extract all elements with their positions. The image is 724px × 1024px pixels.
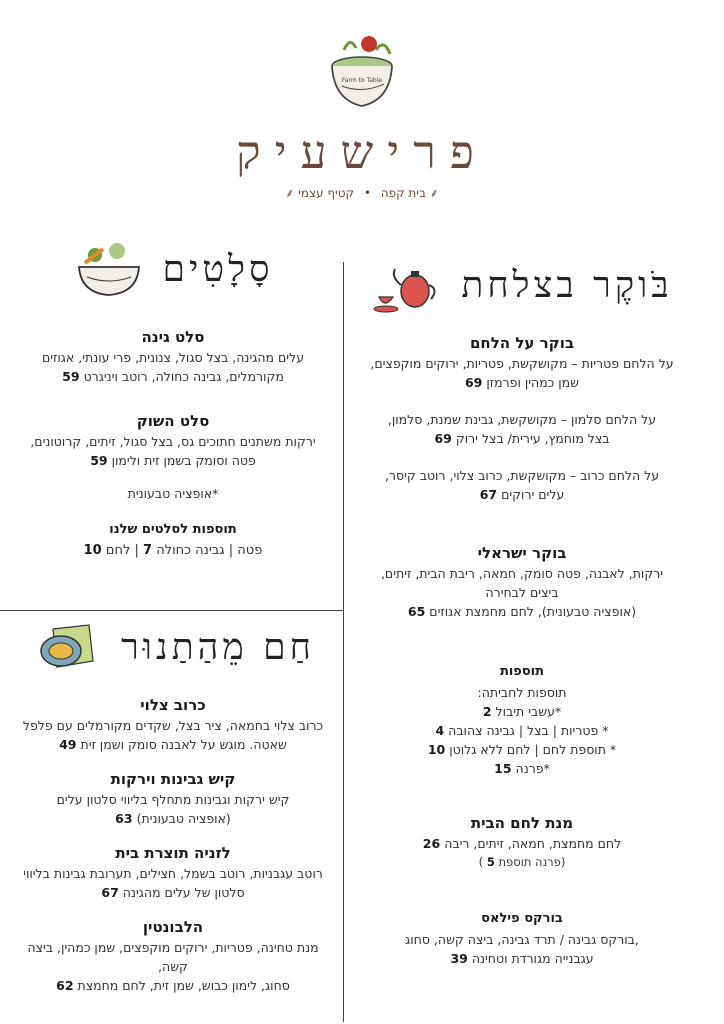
menu-item-quiche: [12, 768, 334, 828]
item-desc: כרוב צלוי בחמאה, ציר בצל, שקדים מקורמלים עם פלפל: [22, 718, 324, 733]
item-desc: פטה | גבינה כחולה 7 | לחם 10: [83, 543, 263, 558]
menu-extras: [352, 661, 692, 778]
breakfast-header: [352, 250, 692, 320]
item-title: קיש גבינות וירקות: [110, 770, 236, 788]
pastry-plate-icon: [31, 615, 103, 679]
svg-text:Farm to Table: Farm to Table: [341, 77, 383, 84]
item-desc: לחם מחמצת, חמאה, זיתים, ריבה 26: [422, 836, 622, 851]
menu-item-burekas: [352, 908, 692, 968]
item-desc: קיש ירקות וגבינות מתחלף בליווי סלטון עלים: [56, 792, 290, 807]
item-title: בורקס פילאס: [481, 911, 563, 926]
item-title: בוקר ישראלי: [477, 544, 567, 562]
item-price: 49: [59, 737, 77, 752]
brand-tagline: [0, 184, 724, 201]
item-desc: על הלחם פטריות – מקושקשת, פטריות, ירוקים מוקפצים,: [370, 356, 674, 371]
item-price: 62: [56, 978, 74, 993]
item-price: 67: [479, 487, 498, 502]
item-price: 26: [422, 836, 441, 851]
item-title: בוקר על הלחם: [469, 334, 574, 352]
breakfast-title: בֹּוקֶר בצלחת: [461, 265, 673, 306]
item-price: 65: [407, 604, 426, 619]
breakfast-column: [352, 250, 692, 968]
item-price: 67: [101, 885, 119, 900]
menu-item-house-bread: [352, 812, 692, 872]
item-desc: רוטב עגבניות, רוטב בשמל, חצילים, תערובת גבינות בליווי: [23, 866, 323, 881]
item-desc: עלים ירוקים 67: [479, 487, 565, 502]
item-desc: מקורמלים, גבינה כחולה, רוטב ויניגרט 59: [62, 369, 284, 384]
column-divider: [343, 262, 344, 1022]
item-desc: ביצים לבחירה: [485, 585, 559, 600]
brand-name: פרישעיק: [235, 125, 489, 179]
menu-item-lasagna: [12, 842, 334, 902]
extras-subtitle: תוספות לחביתה:: [477, 685, 567, 700]
menu-item-bread-breakfast: [352, 332, 692, 392]
salads-column: [12, 230, 334, 995]
salads-title: סָלָטִים: [162, 249, 274, 290]
tagline-dot: •: [363, 186, 371, 200]
item-desc: עגבנייה מגורדת וטחינה 39: [450, 951, 594, 966]
vegan-note-text: *אופציה טבעונית: [127, 486, 219, 501]
item-price: 63: [115, 811, 133, 826]
item-price: 69: [464, 375, 483, 390]
teapot-and-cup-icon: [371, 253, 443, 317]
item-title: לזניה תוצרת בית: [115, 844, 231, 862]
item-desc: סלטון של עלים מהגינה 67: [101, 885, 245, 900]
vegan-note: [12, 484, 334, 503]
item-title: סלט השוק: [136, 412, 210, 430]
item-price: 59: [90, 453, 108, 468]
menu-item-cabbage-bread: [352, 466, 692, 504]
menu-item-salmon: [352, 410, 692, 448]
item-title: הלבונטין: [142, 918, 204, 936]
tagline-leaf-icon: ⸙: [429, 186, 439, 200]
item-desc: עלים מהגינה, בצל סגול, צנונית, פרי עונתי, אגוזים: [41, 350, 305, 365]
item-price: 39: [450, 951, 468, 966]
item-desc: בצל מוחמץ, עירית/ בצל ירוק 69: [434, 431, 610, 446]
item-title: תוספות לסלטים שלנו: [109, 522, 237, 537]
extras-line: *עשבי תיבול 2: [482, 704, 562, 719]
brand-header: [0, 30, 724, 201]
item-desc: שמן כמהין ופרמזן 69: [464, 375, 580, 390]
item-desc: מנת טחינה, פטריות, ירוקים מוקפצים, שמן כמהין, ביצה קשה,: [27, 940, 319, 974]
item-title: כרוב צלוי: [140, 696, 206, 714]
item-desc: ירקות משתנים חתוכים גס, בצל סגול, זיתים, קרוטונים,: [30, 434, 316, 449]
extras-title: תוספות: [499, 664, 545, 679]
oven-header: [12, 612, 334, 682]
item-desc: סחוג, לימון כבוש, שמן זית, לחם מחמצת 62: [56, 978, 290, 993]
salad-extras: [12, 519, 334, 560]
extras-line: *פרנה 15: [494, 761, 550, 776]
item-desc: על הלחם סלמון – מקושקשת, גבינת שמנת, סלמון,: [387, 412, 657, 427]
item-desc: על הלחם כרוב – מקושקשת, כרוב צלוי, רוטב קיסר,: [384, 468, 660, 483]
item-desc: (פרנה תוספת 5 ): [478, 855, 566, 869]
item-desc: שאטה. מוגש על לאבנה סומק ושמן זית 49: [59, 737, 287, 752]
salad-bowl-icon: [73, 237, 145, 301]
menu-item-israeli-breakfast: [352, 542, 692, 621]
tagline-self-pick: קטיף עצמי: [298, 186, 355, 200]
item-price: 59: [62, 369, 80, 384]
item-desc: (אופציה טבעונית) 63: [115, 811, 231, 826]
vegetable-bowl-logo-icon: [314, 30, 410, 120]
item-title: סלט גינה: [141, 328, 205, 346]
item-desc: פטה וסומק בשמן זית ולימון 59: [90, 453, 256, 468]
item-price: 69: [434, 431, 452, 446]
menu-item-market-salad: [12, 410, 334, 470]
item-desc: (אופציה טבעונית), לחם מחמצת אגוזים 65: [407, 604, 637, 619]
item-desc: ירקות, לאבנה, פטה סומק, חמאה, ריבת הבית, זיתים,: [380, 566, 664, 581]
item-desc: ,בורקס גבינה / תרד גבינה, ביצה קשה, סחוג: [405, 932, 639, 947]
menu-item-levontin: [12, 916, 334, 995]
extras-line: * תוספת לחם | לחם ללא גלוטן 10: [427, 742, 617, 757]
salads-header: [12, 234, 334, 304]
oven-title: חַם מֵהַתַנוּר: [121, 627, 315, 668]
menu-item-garden-salad: [12, 326, 334, 386]
tagline-cafe: בית קפה: [380, 186, 426, 200]
tagline-leaf-icon: ⸙: [285, 186, 295, 200]
extras-line: * פטריות | בצל | גבינה צהובה 4: [435, 723, 609, 738]
menu-item-roasted-cabbage: [12, 694, 334, 754]
item-title: מנת לחם הבית: [470, 814, 574, 832]
